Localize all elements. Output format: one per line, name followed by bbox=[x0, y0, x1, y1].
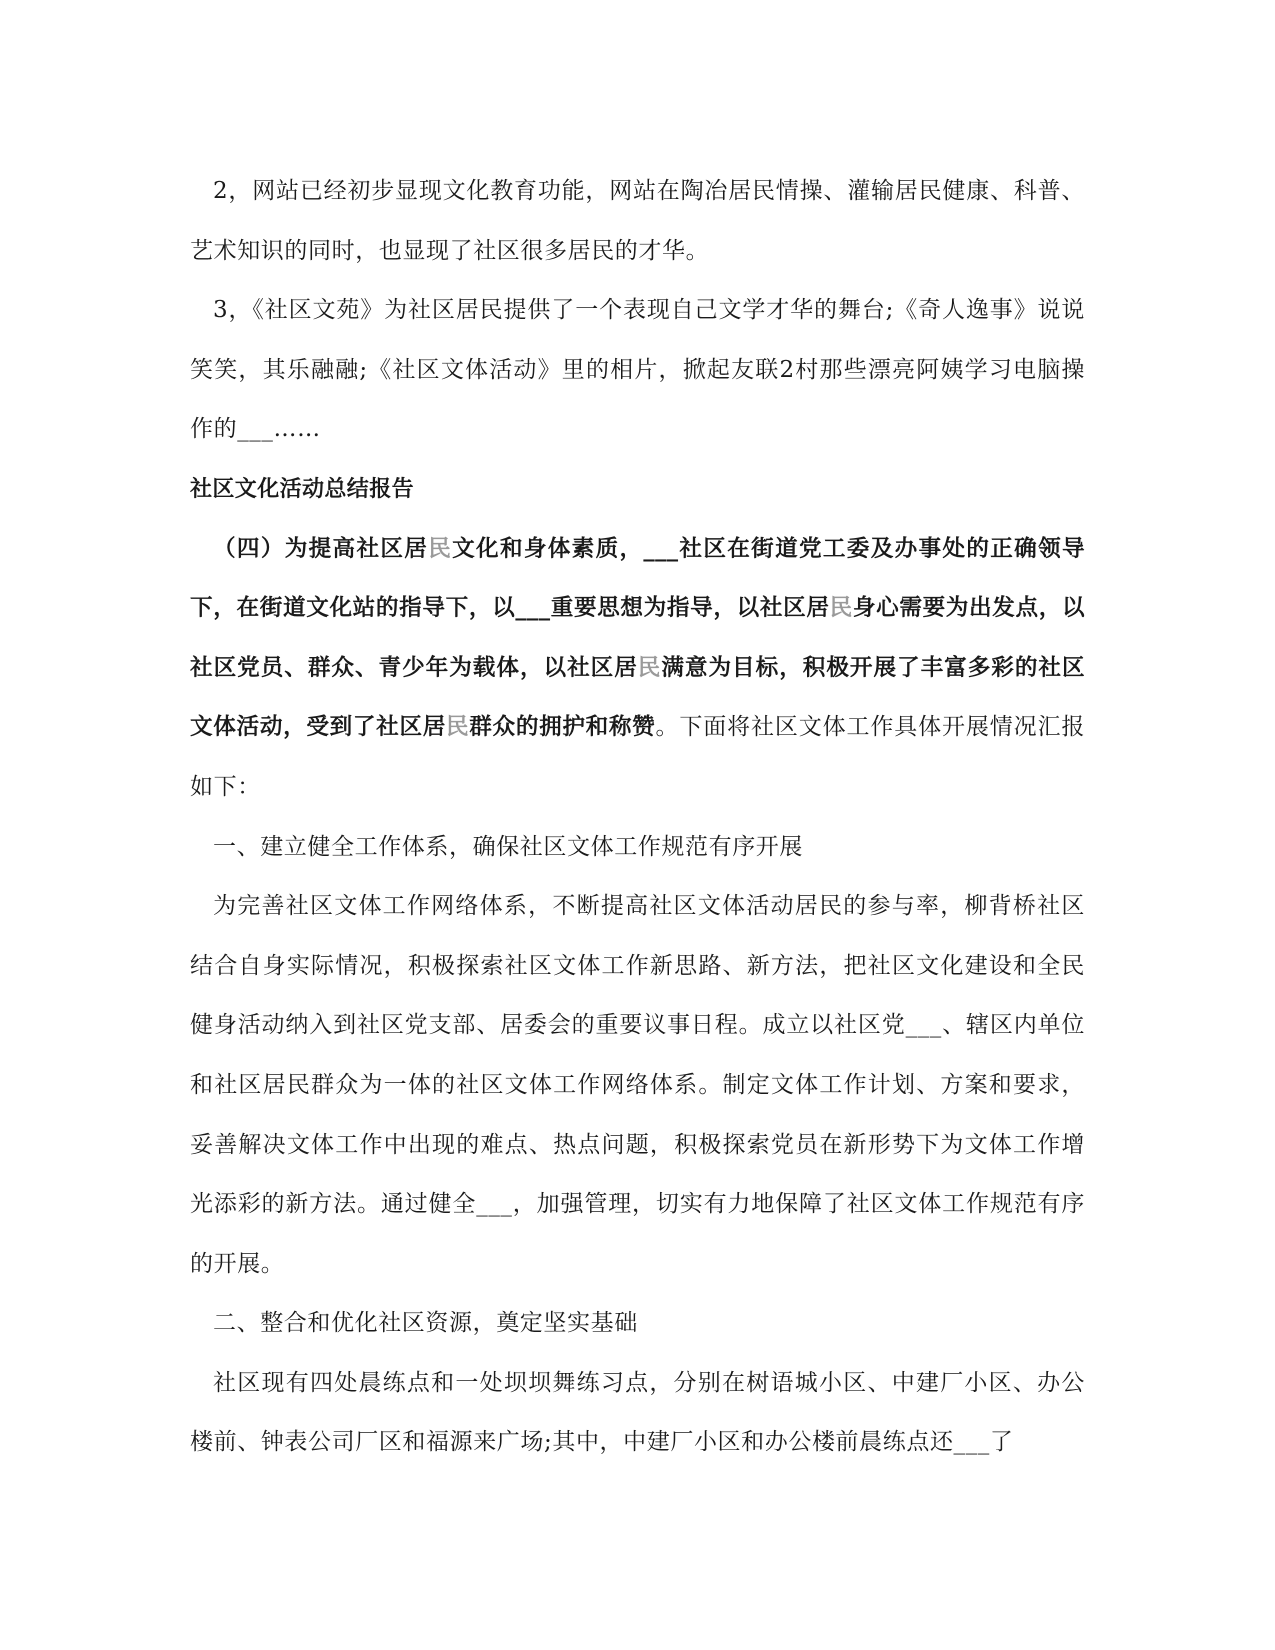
intro-text-5: 群众的拥护和称赞 bbox=[469, 714, 656, 741]
intro-text-1: （四）为提高社区居 bbox=[213, 535, 429, 562]
faded-character: 民 bbox=[446, 714, 470, 741]
paragraph-2: 2，网站已经初步显现文化教育功能，网站在陶冶居民情操、灌输居民健康、科普、艺术知识的同时，也显现了社区很多居民的才华。 bbox=[190, 178, 1085, 264]
intro-paragraph bbox=[190, 520, 1085, 818]
intro-text-3: 身心需要为出发点，以社区党员、群众、青少年为载体，以社区居 bbox=[190, 595, 1086, 681]
intro-tail: 。下面将社区文体工作具体开展情况汇报如下： bbox=[190, 714, 1085, 800]
paragraph-3: 3，《社区文苑》为社区居民提供了一个表现自己文学才华的舞台;《奇人逸事》说说笑笑，其乐融融;《社区文体活动》里的相片，掀起友联2村那些漂亮阿姨学习电脑操作的___…… bbox=[190, 297, 1085, 443]
section-heading-1: 一、建立健全工作体系，确保社区文体工作规范有序开展 bbox=[213, 833, 803, 860]
document-title: 社区文化活动总结报告 bbox=[190, 476, 415, 502]
faded-character: 民 bbox=[428, 535, 453, 562]
section-1-body: 为完善社区文体工作网络体系，不断提高社区文体活动居民的参与率，柳背桥社区结合自身实际情况，积极探索社区文体工作新思路、新方法，把社区文化建设和全民健身活动纳入到社区党支部、居委会的重要议事日程。成立以社区党___、辖区内单位和社区居民群众为一体的社区文体工作网络体系。制定文体工作计划、方案和要求，妥善解决文体工作中出现的难点、热点问题，积极探索党员在新形势下为文体工作增光添彩的新方法。通过健全___，加强管理，切实有力地保障了社区文体工作规范有序的开展。 bbox=[190, 893, 1085, 1277]
intro-text-2: 文化和身体素质，___社区在街道党工委及办事处的正确领导下，在街道文化站的指导下，以___重要思想为指导，以社区居 bbox=[190, 535, 1085, 622]
section-heading-2: 二、整合和优化社区资源，奠定坚实基础 bbox=[213, 1310, 638, 1337]
intro-text-4: 满意为目标，积极开展了丰富多彩的社区文体活动，受到了社区居 bbox=[190, 654, 1085, 741]
section-2-body: 社区现有四处晨练点和一处坝坝舞练习点，分别在树语城小区、中建厂小区、办公楼前、钟表公司厂区和福源来广场;其中，中建厂小区和办公楼前晨练点还___了 bbox=[190, 1369, 1085, 1456]
faded-character: 民 bbox=[637, 654, 662, 681]
document-body bbox=[190, 162, 1085, 1473]
faded-character: 民 bbox=[829, 595, 853, 622]
